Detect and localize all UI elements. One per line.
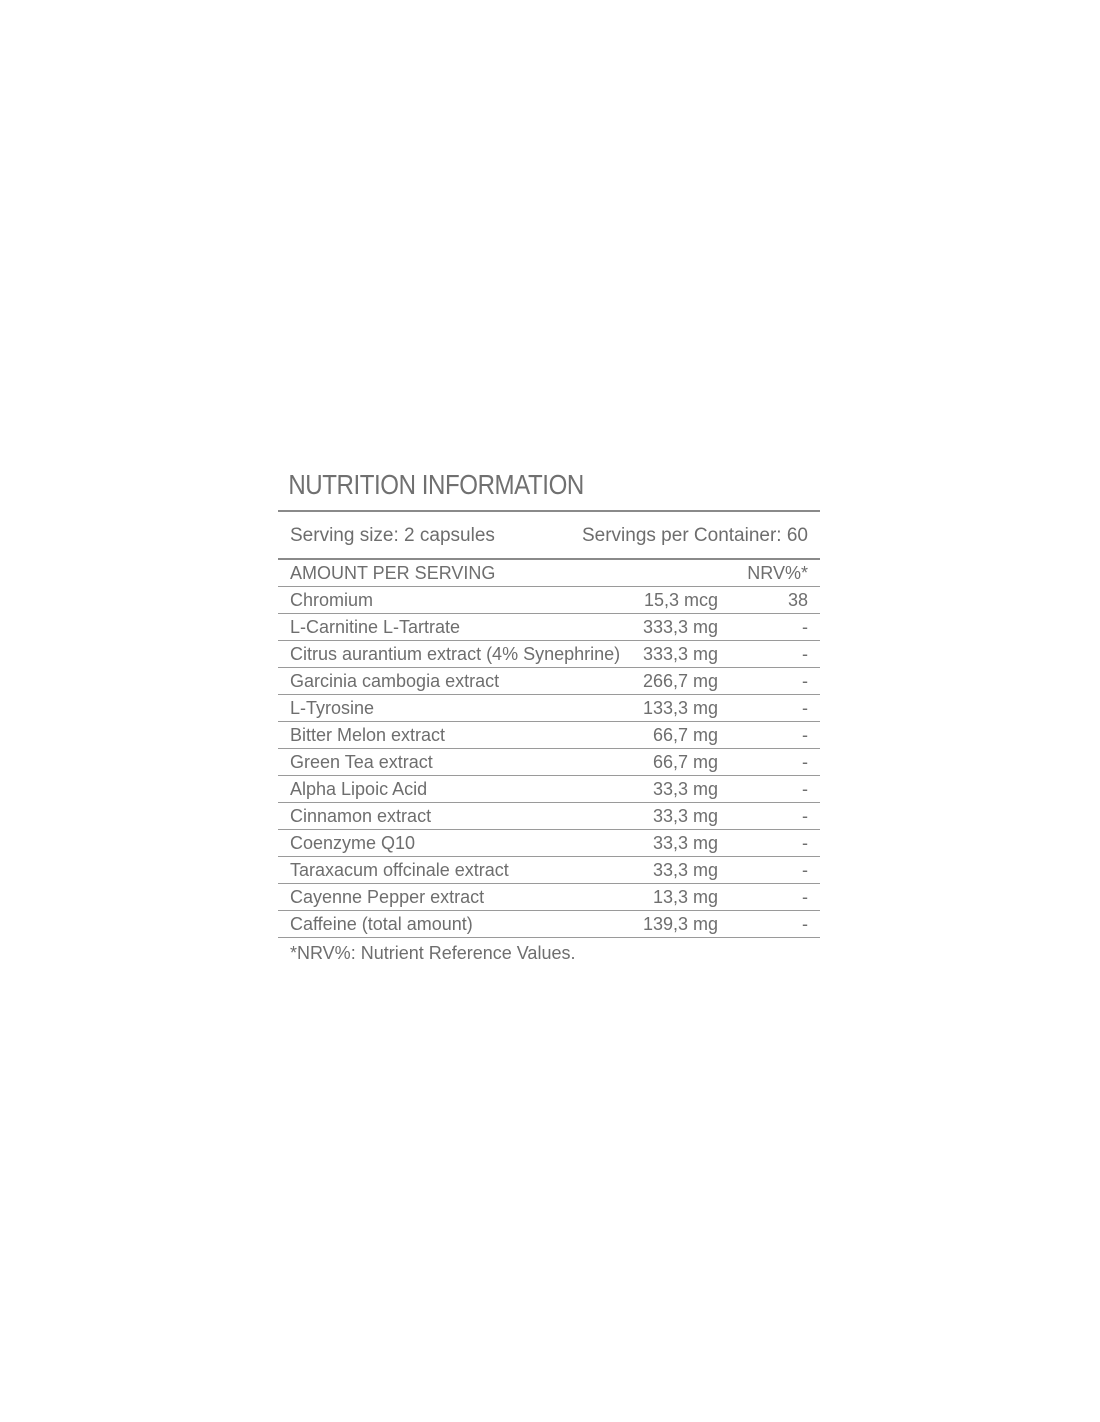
ingredient-name: L-Tyrosine: [278, 695, 628, 722]
servings-per-container: Servings per Container: 60: [581, 525, 808, 546]
table-body: [278, 587, 820, 938]
ingredient-amount: 15,3 mcg: [628, 587, 718, 614]
table-row: [278, 749, 820, 776]
table-row: [278, 884, 820, 911]
footnote: *NRV%: Nutrient Reference Values.: [290, 943, 576, 963]
ingredient-amount: 66,7 mg: [628, 722, 718, 749]
ingredient-nrv: -: [718, 911, 820, 938]
table-row: [278, 803, 820, 830]
ingredient-name: Alpha Lipoic Acid: [278, 776, 628, 803]
serving-size: Serving size: 2 capsules: [290, 525, 495, 546]
table-row: [278, 830, 820, 857]
ingredient-nrv: -: [718, 641, 820, 668]
ingredient-nrv: -: [718, 884, 820, 911]
table-row: [278, 722, 820, 749]
ingredient-nrv: -: [718, 776, 820, 803]
table-row: [278, 641, 820, 668]
table-row: [278, 911, 820, 938]
table-row: [278, 614, 820, 641]
nutrition-panel: [278, 462, 820, 968]
ingredient-name: Green Tea extract: [278, 749, 628, 776]
ingredient-name: Cinnamon extract: [278, 803, 628, 830]
ingredient-nrv: -: [718, 668, 820, 695]
ingredient-amount: 333,3 mg: [628, 641, 718, 668]
ingredient-name: Caffeine (total amount): [278, 911, 628, 938]
table-row: [278, 587, 820, 614]
ingredient-nrv: -: [718, 749, 820, 776]
ingredient-amount: 33,3 mg: [628, 776, 718, 803]
ingredient-name: Taraxacum offcinale extract: [278, 857, 628, 884]
ingredient-amount: 66,7 mg: [628, 749, 718, 776]
ingredient-amount: 333,3 mg: [628, 614, 718, 641]
ingredient-nrv: -: [718, 857, 820, 884]
header-amount-per-serving: AMOUNT PER SERVING: [278, 559, 628, 587]
table-row: [278, 776, 820, 803]
ingredient-name: Chromium: [278, 587, 628, 614]
header-nrv: NRV%*: [718, 559, 820, 587]
ingredient-name: Citrus aurantium extract (4% Synephrine): [278, 641, 628, 668]
ingredient-amount: 266,7 mg: [628, 668, 718, 695]
ingredient-nrv: -: [718, 695, 820, 722]
table-row: [278, 857, 820, 884]
ingredient-amount: 33,3 mg: [628, 830, 718, 857]
ingredient-amount: 33,3 mg: [628, 803, 718, 830]
nutrition-table: [278, 558, 820, 938]
serving-info: [278, 512, 820, 558]
ingredient-nrv: 38: [718, 587, 820, 614]
ingredient-nrv: -: [718, 722, 820, 749]
ingredient-nrv: -: [718, 614, 820, 641]
ingredient-amount: 139,3 mg: [628, 911, 718, 938]
table-row: [278, 668, 820, 695]
ingredient-name: Garcinia cambogia extract: [278, 668, 628, 695]
ingredient-nrv: -: [718, 803, 820, 830]
ingredient-name: L-Carnitine L-Tartrate: [278, 614, 628, 641]
ingredient-nrv: -: [718, 830, 820, 857]
ingredient-amount: 133,3 mg: [628, 695, 718, 722]
ingredient-name: Coenzyme Q10: [278, 830, 628, 857]
ingredient-amount: 33,3 mg: [628, 857, 718, 884]
header-spacer: [628, 559, 718, 587]
page-title: NUTRITION INFORMATION: [288, 469, 584, 500]
ingredient-name: Bitter Melon extract: [278, 722, 628, 749]
table-row: [278, 695, 820, 722]
table-header-row: [278, 559, 820, 587]
ingredient-name: Cayenne Pepper extract: [278, 884, 628, 911]
ingredient-amount: 13,3 mg: [628, 884, 718, 911]
